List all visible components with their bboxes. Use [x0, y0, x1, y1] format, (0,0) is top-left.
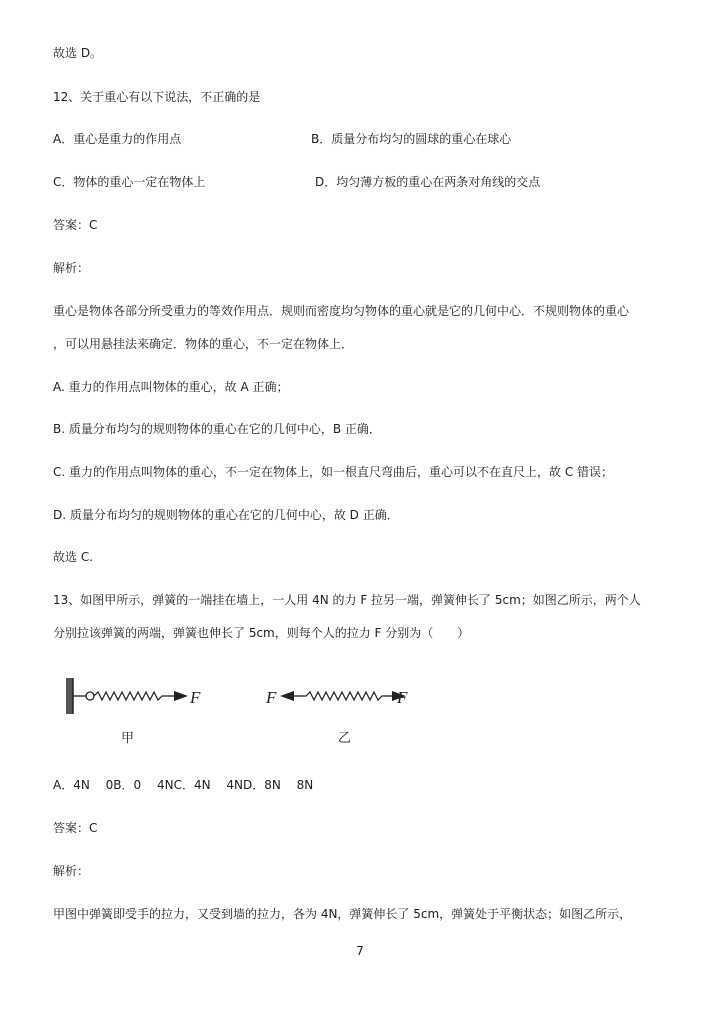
q13-answer: 答案：C: [53, 821, 98, 835]
q12-answer: 答案：C: [53, 218, 98, 232]
q12-analysis-label: 解析：: [53, 261, 90, 275]
q12-stem: 12、关于重心有以下说法，不正确的是: [53, 90, 261, 104]
figure-label-jia: 甲: [121, 731, 135, 746]
q13-options: A．4N 0B．0 4NC．4N 4ND．8N 8N: [53, 778, 314, 792]
q12-analysis-line: B. 质量分布均匀的规则物体的重心在它的几何中心，B 正确．: [53, 422, 381, 436]
force-label: F: [190, 688, 201, 707]
prev-conclusion: 故选 D。: [53, 46, 103, 60]
q12-option-c: C．物体的重心一定在物体上: [53, 175, 206, 189]
q13-analysis-label: 解析：: [53, 864, 90, 878]
spring-coil: [94, 692, 176, 700]
q12-analysis-line: C. 重力的作用点叫物体的重心，不一定在物体上，如一根直尺弯曲后，重心可以不在直尺上，故 C 错误；: [53, 465, 614, 479]
force-label-left: F: [266, 688, 277, 707]
force-label-right: F: [397, 688, 408, 707]
page-number: 7: [356, 944, 364, 958]
q13-analysis-line: 甲图中弹簧即受手的拉力，又受到墙的拉力，各为 4N，弹簧伸长了 5cm，弹簧处于平衡状态；如图乙所示，: [53, 907, 632, 921]
q12-analysis-line: 重心是物体各部分所受重力的等效作用点．规则而密度均匀物体的重心就是它的几何中心．不规则物体的重心: [53, 304, 630, 318]
spring-hook: [86, 692, 94, 700]
q12-analysis-line: ，可以用悬挂法来确定．物体的重心，不一定在物体上．: [53, 337, 354, 351]
q12-analysis-line: A. 重力的作用点叫物体的重心，故 A 正确；: [53, 380, 289, 394]
q12-analysis-line: D. 质量分布均匀的规则物体的重心在它的几何中心，故 D 正确．: [53, 508, 399, 522]
q12-option-d: D．均匀薄方板的重心在两条对角线的交点: [315, 175, 541, 189]
spring-figure-jia: [66, 676, 206, 718]
q13-stem-line2: 分别拉该弹簧的两端，弹簧也伸长了 5cm，则每个人的拉力 F 分别为（ ）: [53, 626, 470, 640]
force-arrow-left: [280, 691, 294, 701]
force-arrow: [174, 691, 188, 701]
q12-option-a: A．重心是重力的作用点: [53, 132, 182, 146]
spring-coil: [292, 692, 396, 700]
q12-conclusion: 故选 C.: [53, 550, 94, 564]
spring-figure-yi: [266, 676, 416, 718]
wall-hatch: [66, 678, 73, 714]
q13-stem-line1: 13、如图甲所示，弹簧的一端挂在墙上，一人用 4N 的力 F 拉另一端，弹簧伸长了 5cm；如图乙所示，两个人: [53, 593, 641, 607]
q12-option-b: B．质量分布均匀的圆球的重心在球心: [311, 132, 512, 146]
figure-label-yi: 乙: [338, 731, 352, 746]
